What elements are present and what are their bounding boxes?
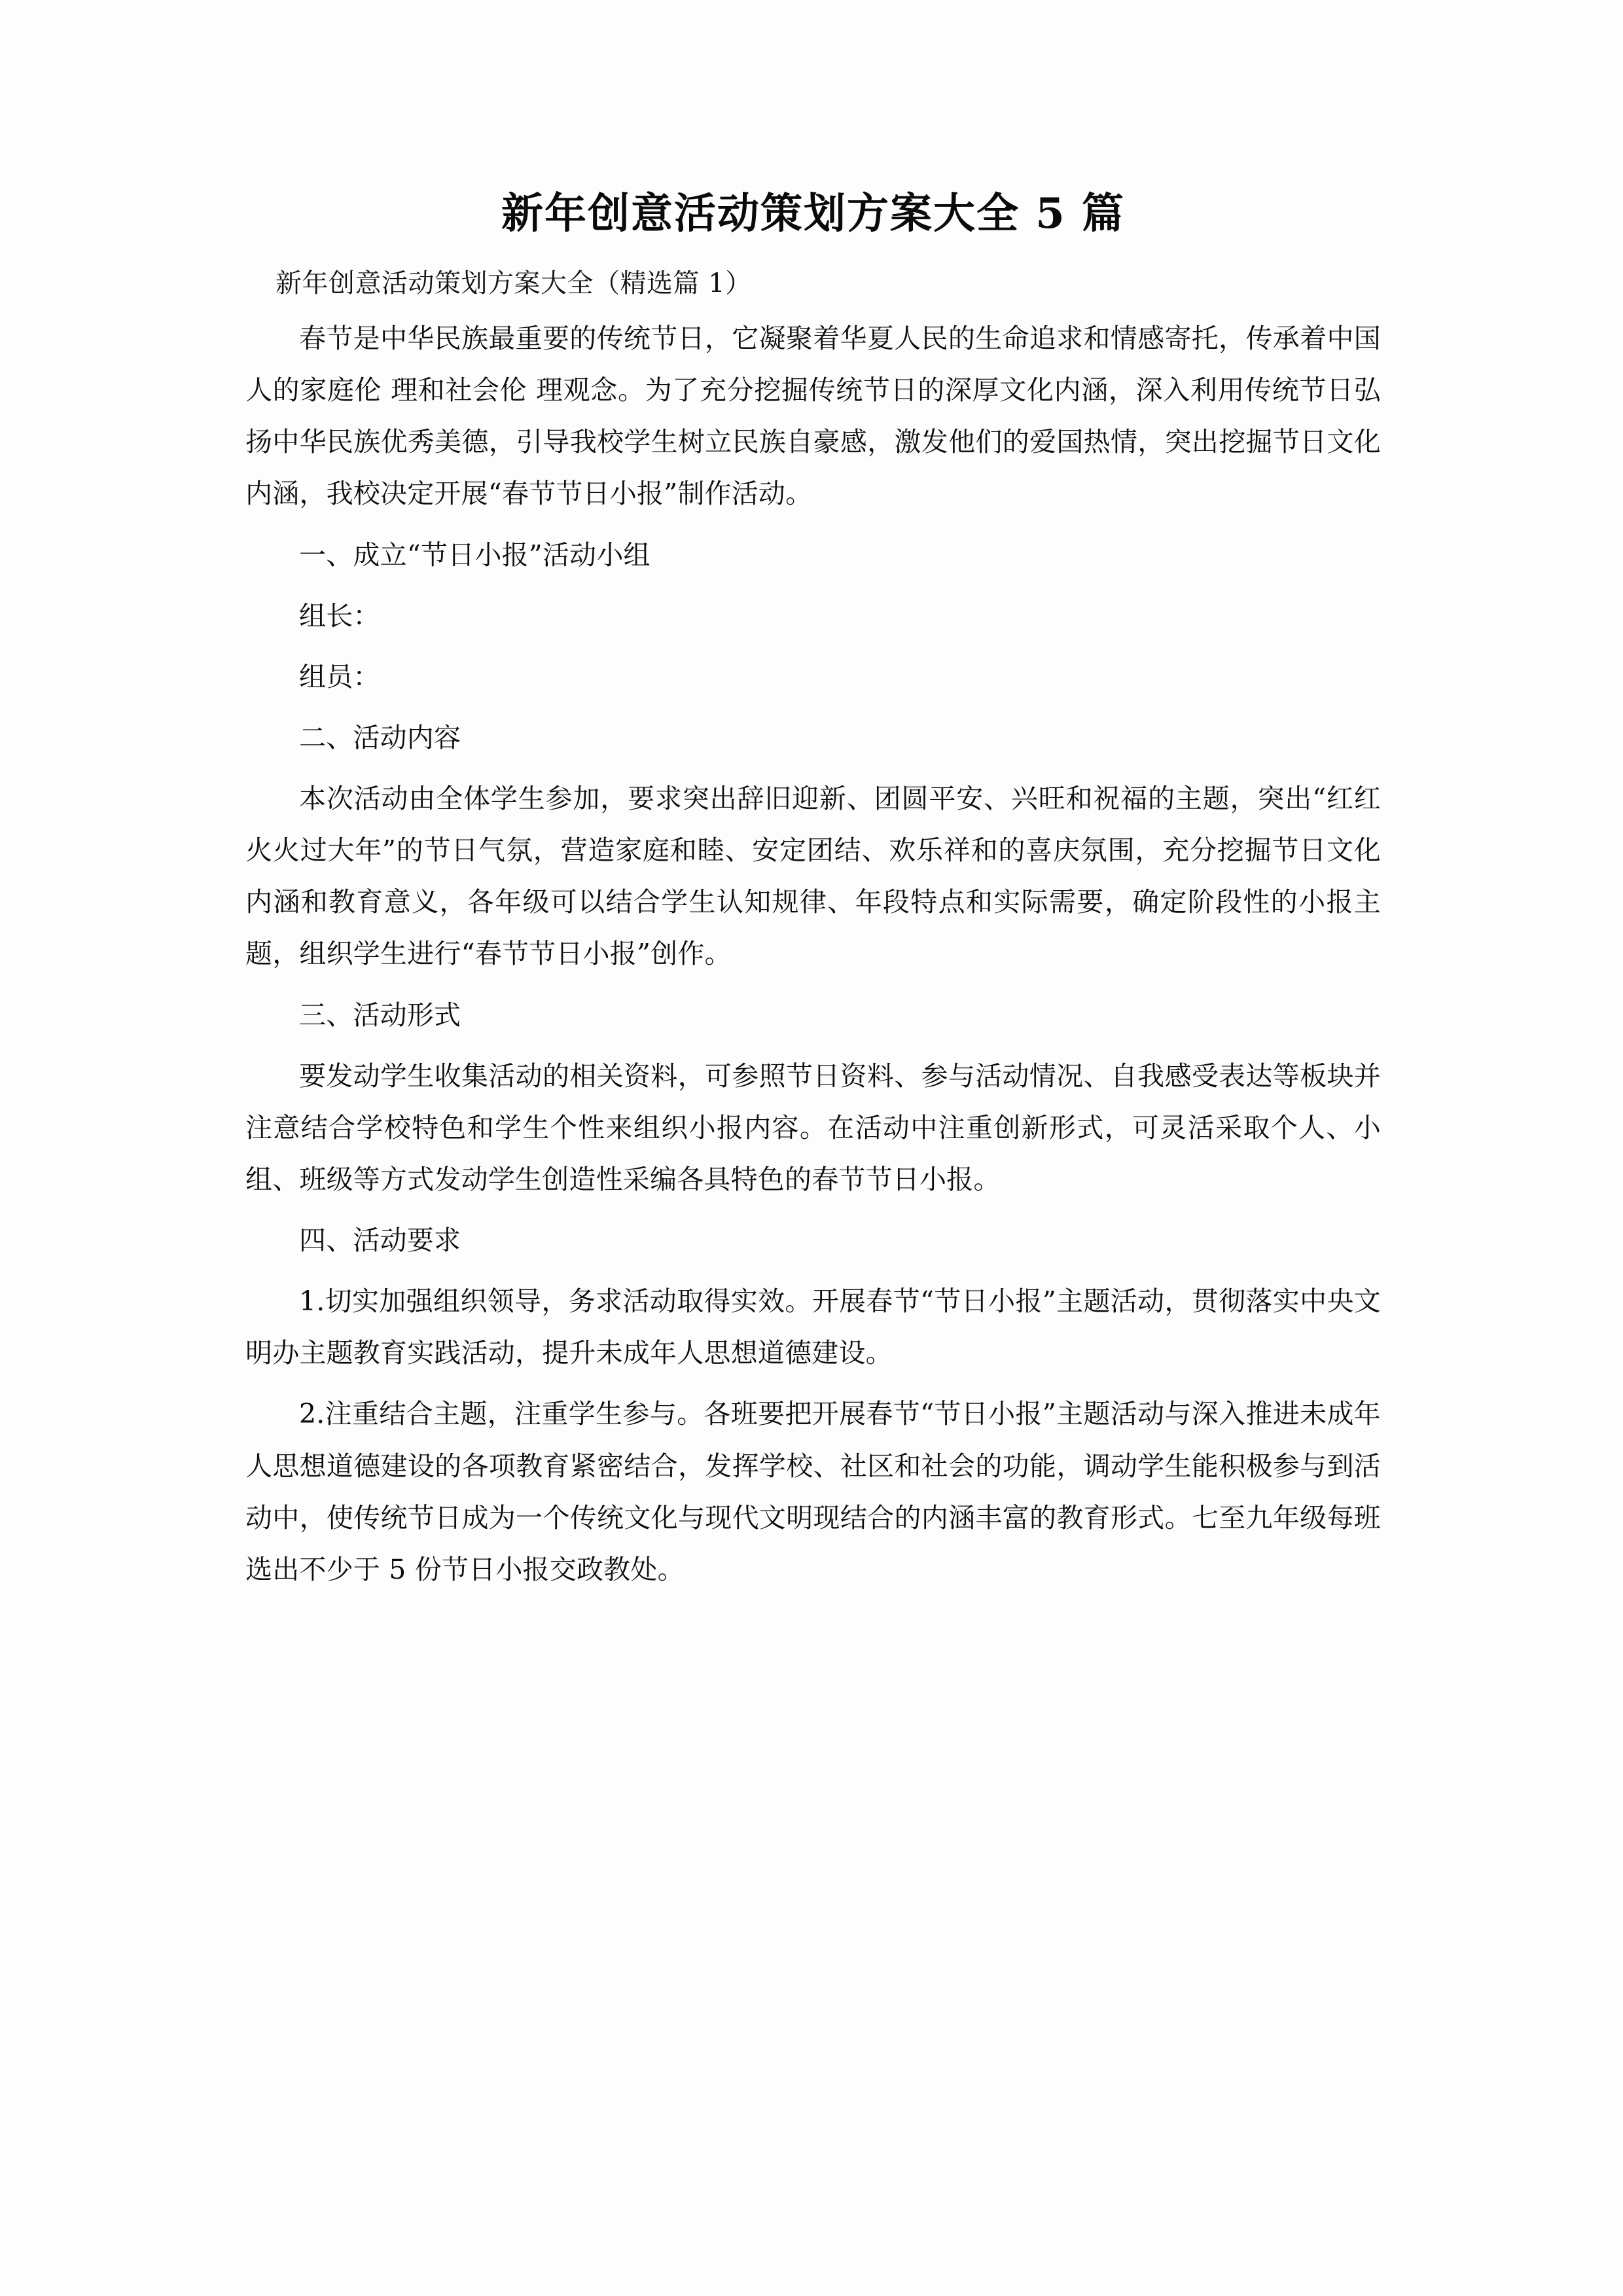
page-title: 新年创意活动策划方案大全 5 篇 xyxy=(501,189,1126,238)
field-group-leader: 组长： xyxy=(299,600,380,632)
section-heading-3: 三、活动形式 xyxy=(299,999,461,1031)
paragraph-requirement-1: 1.切实加强组织领导，务求活动取得实效。开展春节“节日小报”主题活动，贯彻落实中央文明办主题教育实践活动，提升未成年人思想道德建设。 xyxy=(245,1285,1381,1369)
paragraph-activity-format: 要发动学生收集活动的相关资料，可参照节日资料、参与活动情况、自我感受表达等板块并注意结合学校特色和学生个性来组织小报内容。在活动中注重创新形式，可灵活采取个人、小组、班级等方式发动学生创造性采编各具特色的春节节日小报。 xyxy=(245,1060,1381,1195)
section-heading-2: 二、活动内容 xyxy=(299,721,461,753)
field-group-members: 组员： xyxy=(299,660,380,692)
document-subtitle: 新年创意活动策划方案大全（精选篇 1） xyxy=(276,268,752,299)
document-content xyxy=(245,0,1381,1596)
section-heading-1: 一、成立“节日小报”活动小组 xyxy=(299,539,651,571)
paragraph-activity-content: 本次活动由全体学生参加，要求突出辞旧迎新、团圆平安、兴旺和祝福的主题，突出“红红火火过大年”的节日气氛，营造家庭和睦、安定团结、欢乐祥和的喜庆氛围，充分挖掘节日文化内涵和教育意义，各年级可以结合学生认知规律、年段特点和实际需要，确定阶段性的小报主题，组织学生进行“春节节日小报”创作。 xyxy=(245,783,1381,970)
paragraph-requirement-2: 2.注重结合主题，注重学生参与。各班要把开展春节“节日小报”主题活动与深入推进未成年人思想道德建设的各项教育紧密结合，发挥学校、社区和社会的功能，调动学生能积极参与到活动中，使传统节日成为一个传统文化与现代文明现结合的内涵丰富的教育形式。七至九年级每班选出不少于 5 份节日小报交政教处。 xyxy=(245,1398,1381,1585)
paragraph-intro: 春节是中华民族最重要的传统节日，它凝聚着华夏人民的生命追求和情感寄托，传承着中国人的家庭伦 理和社会伦 理观念。为了充分挖掘传统节日的深厚文化内涵，深入利用传统节日弘扬中华民族优秀美德，引导我校学生树立民族自豪感，激发他们的爱国热情，突出挖掘节日文化内涵，我校决定开展“春节节日小报”制作活动。 xyxy=(245,323,1381,510)
section-heading-4: 四、活动要求 xyxy=(299,1225,461,1257)
